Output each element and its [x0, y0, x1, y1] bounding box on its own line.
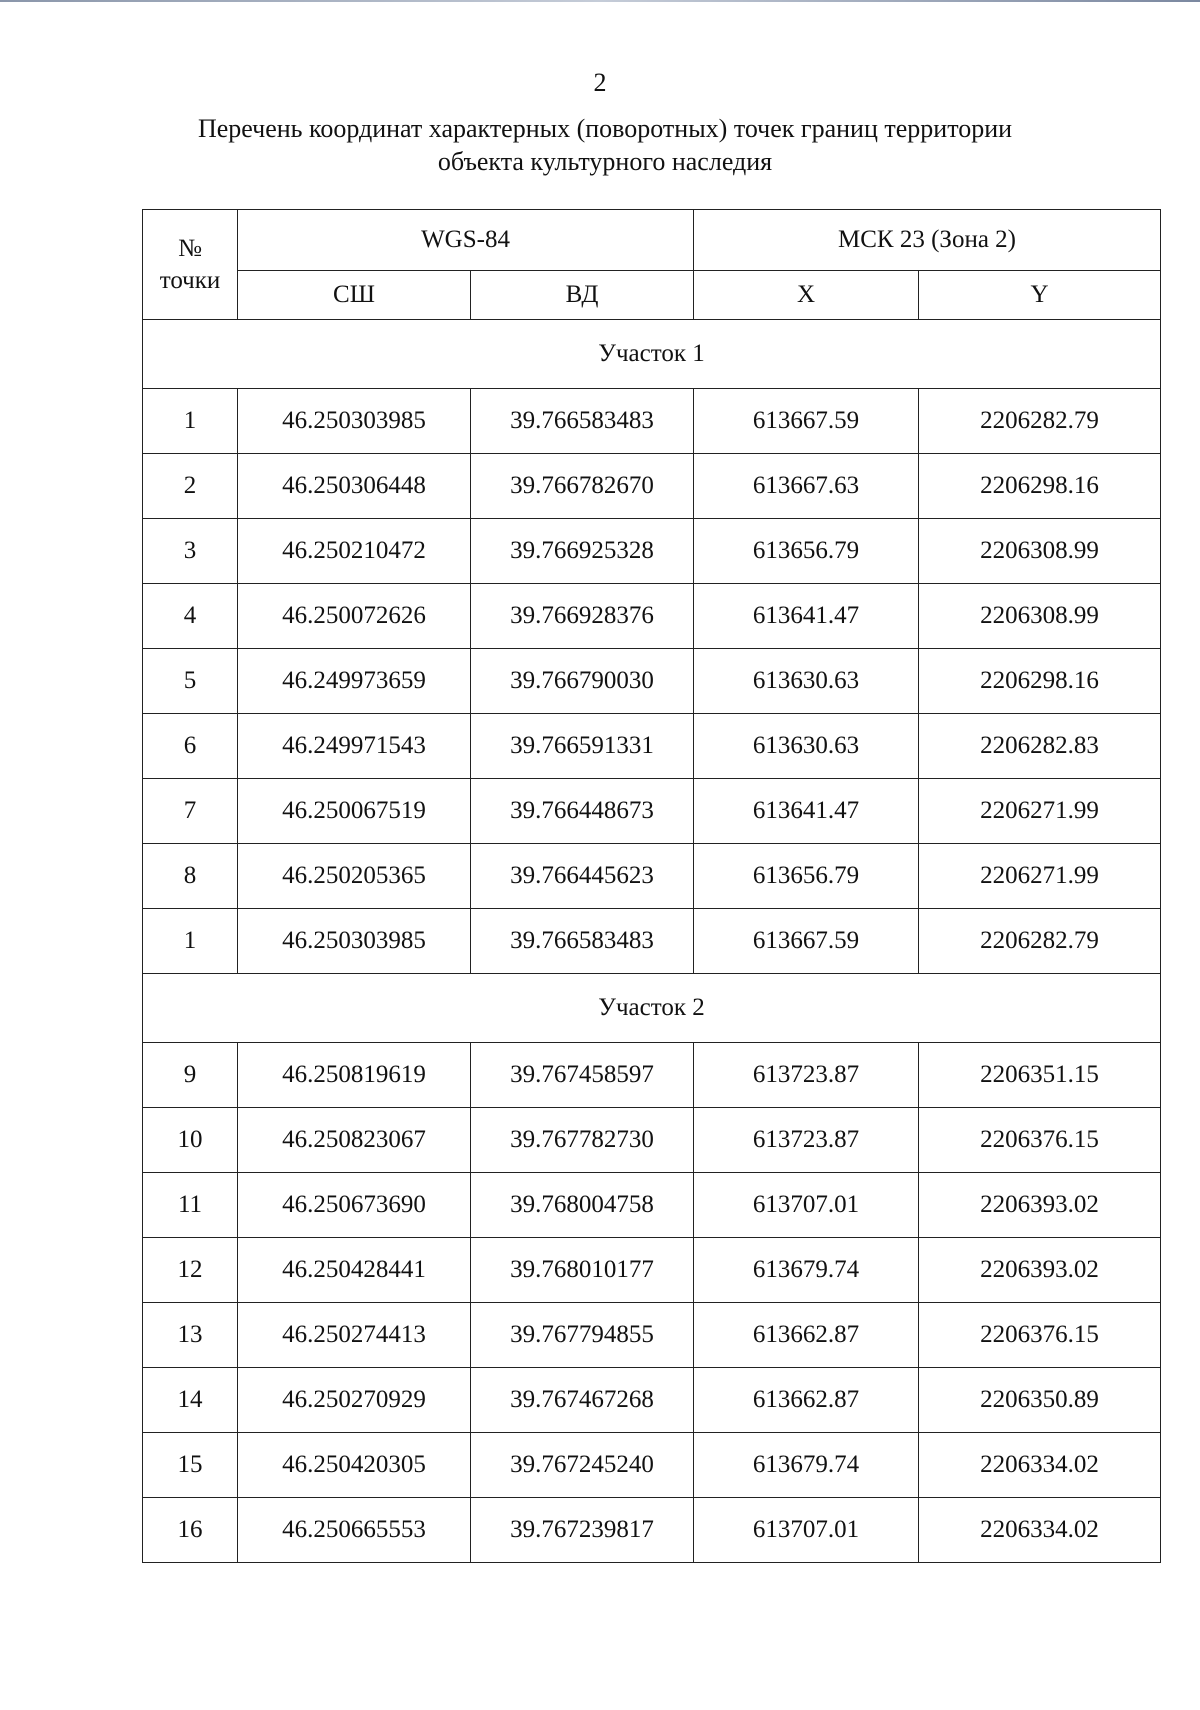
x-cell: 613630.63	[694, 649, 919, 714]
table-row	[143, 584, 1161, 649]
x-cell: 613667.63	[694, 454, 919, 519]
title-line-2: объекта культурного наследия	[437, 147, 773, 176]
title-line-1: Перечень координат характерных (поворотных) точек границ территории	[197, 114, 1013, 143]
latitude-cell: 46.249971543	[238, 714, 471, 779]
point-number-cell: 7	[143, 779, 238, 844]
x-cell: 613723.87	[694, 1043, 919, 1108]
point-number-cell: 16	[143, 1498, 238, 1563]
table-header-row	[143, 210, 1161, 271]
x-cell: 613679.74	[694, 1433, 919, 1498]
y-cell: 2206334.02	[919, 1498, 1161, 1563]
x-cell: 613679.74	[694, 1238, 919, 1303]
longitude-cell: 39.766928376	[471, 584, 694, 649]
latitude-cell: 46.250819619	[238, 1043, 471, 1108]
table-body	[143, 320, 1161, 1563]
point-number-cell: 12	[143, 1238, 238, 1303]
y-cell: 2206393.02	[919, 1173, 1161, 1238]
table-row	[143, 1108, 1161, 1173]
y-cell: 2206351.15	[919, 1043, 1161, 1108]
x-cell: 613723.87	[694, 1108, 919, 1173]
latitude-cell: 46.250428441	[238, 1238, 471, 1303]
table-row	[143, 779, 1161, 844]
x-cell: 613630.63	[694, 714, 919, 779]
point-number-cell: 15	[143, 1433, 238, 1498]
point-number-cell: 6	[143, 714, 238, 779]
latitude-cell: 46.250270929	[238, 1368, 471, 1433]
longitude-header: ВД	[471, 271, 694, 320]
latitude-cell: 46.250673690	[238, 1173, 471, 1238]
table-row	[143, 714, 1161, 779]
x-cell: 613641.47	[694, 584, 919, 649]
longitude-cell: 39.768010177	[471, 1238, 694, 1303]
msk-header: МСК 23 (Зона 2)	[694, 210, 1161, 271]
latitude-cell: 46.250205365	[238, 844, 471, 909]
table-row	[143, 649, 1161, 714]
longitude-cell: 39.766583483	[471, 909, 694, 974]
y-cell: 2206393.02	[919, 1238, 1161, 1303]
scan-top-edge	[0, 0, 1200, 2]
section-title: Участок 1	[143, 320, 1161, 389]
longitude-cell: 39.767794855	[471, 1303, 694, 1368]
point-number-cell: 14	[143, 1368, 238, 1433]
document-title	[170, 112, 1040, 178]
point-number-header	[143, 210, 238, 320]
y-header: Y	[919, 271, 1161, 320]
point-number-cell: 11	[143, 1173, 238, 1238]
longitude-cell: 39.767467268	[471, 1368, 694, 1433]
longitude-cell: 39.767458597	[471, 1043, 694, 1108]
table-row	[143, 1368, 1161, 1433]
y-cell: 2206298.16	[919, 454, 1161, 519]
longitude-cell: 39.766583483	[471, 389, 694, 454]
y-cell: 2206376.15	[919, 1303, 1161, 1368]
section-title: Участок 2	[143, 974, 1161, 1043]
y-cell: 2206282.83	[919, 714, 1161, 779]
table-row	[143, 519, 1161, 584]
section-row	[143, 974, 1161, 1043]
longitude-cell: 39.766448673	[471, 779, 694, 844]
x-cell: 613667.59	[694, 389, 919, 454]
point-number-cell: 2	[143, 454, 238, 519]
page-number: 2	[593, 68, 607, 97]
point-number-cell: 5	[143, 649, 238, 714]
point-number-header-line-1: №	[178, 234, 202, 262]
table-row	[143, 1238, 1161, 1303]
y-cell: 2206308.99	[919, 584, 1161, 649]
longitude-cell: 39.768004758	[471, 1173, 694, 1238]
table-row	[143, 1498, 1161, 1563]
y-cell: 2206271.99	[919, 779, 1161, 844]
table-row	[143, 1433, 1161, 1498]
latitude-cell: 46.250210472	[238, 519, 471, 584]
longitude-cell: 39.766790030	[471, 649, 694, 714]
x-cell: 613707.01	[694, 1173, 919, 1238]
latitude-cell: 46.250420305	[238, 1433, 471, 1498]
latitude-cell: 46.250306448	[238, 454, 471, 519]
table-row	[143, 1303, 1161, 1368]
coordinates-table	[142, 209, 1161, 1563]
x-cell: 613662.87	[694, 1368, 919, 1433]
longitude-cell: 39.766782670	[471, 454, 694, 519]
y-cell: 2206298.16	[919, 649, 1161, 714]
y-cell: 2206376.15	[919, 1108, 1161, 1173]
point-number-header-line-2: точки	[159, 266, 221, 294]
x-header: X	[694, 271, 919, 320]
latitude-cell: 46.250823067	[238, 1108, 471, 1173]
x-cell: 613707.01	[694, 1498, 919, 1563]
longitude-cell: 39.766591331	[471, 714, 694, 779]
table-row	[143, 454, 1161, 519]
point-number-cell: 13	[143, 1303, 238, 1368]
table-row	[143, 389, 1161, 454]
latitude-cell: 46.250072626	[238, 584, 471, 649]
point-number-cell: 10	[143, 1108, 238, 1173]
table-row	[143, 1043, 1161, 1108]
y-cell: 2206282.79	[919, 909, 1161, 974]
longitude-cell: 39.766445623	[471, 844, 694, 909]
x-cell: 613656.79	[694, 519, 919, 584]
table-row	[143, 1173, 1161, 1238]
y-cell: 2206350.89	[919, 1368, 1161, 1433]
x-cell: 613656.79	[694, 844, 919, 909]
table-subheader-row	[143, 271, 1161, 320]
latitude-cell: 46.249973659	[238, 649, 471, 714]
x-cell: 613667.59	[694, 909, 919, 974]
point-number-cell: 4	[143, 584, 238, 649]
section-row	[143, 320, 1161, 389]
latitude-cell: 46.250303985	[238, 389, 471, 454]
y-cell: 2206308.99	[919, 519, 1161, 584]
latitude-cell: 46.250303985	[238, 909, 471, 974]
table-row	[143, 844, 1161, 909]
point-number-cell: 1	[143, 909, 238, 974]
longitude-cell: 39.767239817	[471, 1498, 694, 1563]
point-number-cell: 1	[143, 389, 238, 454]
x-cell: 613641.47	[694, 779, 919, 844]
longitude-cell: 39.767782730	[471, 1108, 694, 1173]
x-cell: 613662.87	[694, 1303, 919, 1368]
latitude-header: СШ	[238, 271, 471, 320]
latitude-cell: 46.250274413	[238, 1303, 471, 1368]
point-number-cell: 8	[143, 844, 238, 909]
latitude-cell: 46.250067519	[238, 779, 471, 844]
point-number-cell: 3	[143, 519, 238, 584]
wgs84-header: WGS-84	[238, 210, 694, 271]
longitude-cell: 39.767245240	[471, 1433, 694, 1498]
y-cell: 2206271.99	[919, 844, 1161, 909]
longitude-cell: 39.766925328	[471, 519, 694, 584]
y-cell: 2206334.02	[919, 1433, 1161, 1498]
y-cell: 2206282.79	[919, 389, 1161, 454]
point-number-cell: 9	[143, 1043, 238, 1108]
latitude-cell: 46.250665553	[238, 1498, 471, 1563]
table-row	[143, 909, 1161, 974]
